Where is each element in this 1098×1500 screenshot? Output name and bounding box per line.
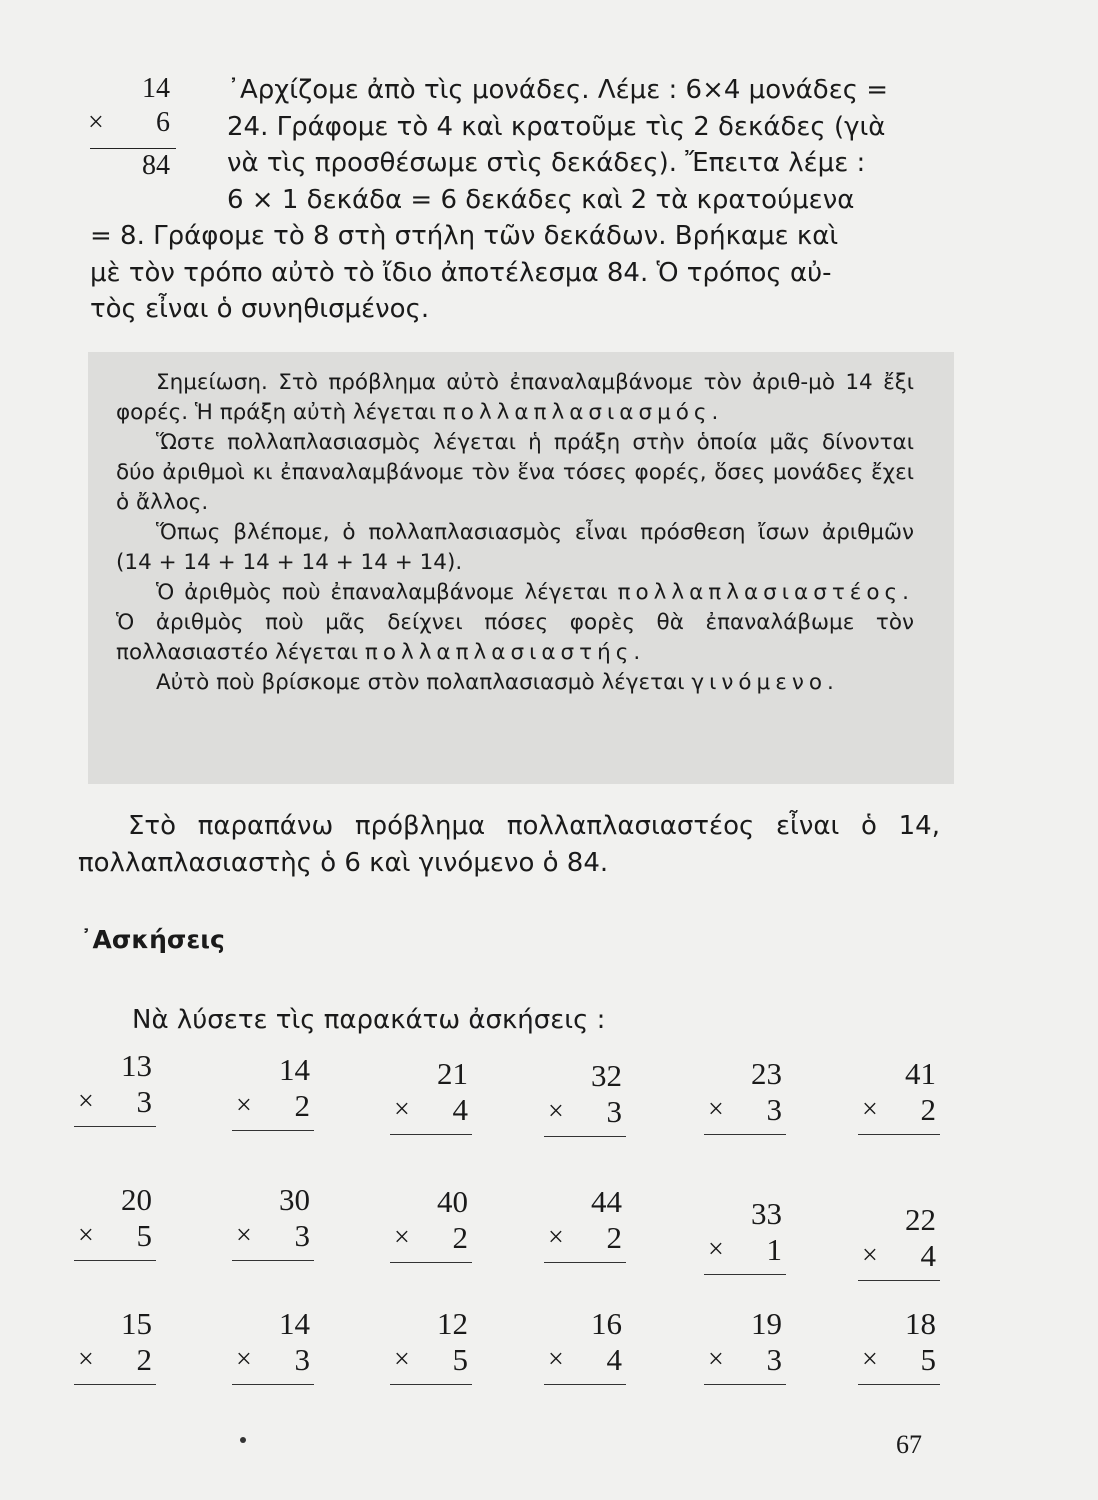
times-sign: ×	[708, 1344, 724, 1375]
exercise-multiplier: 3	[766, 1092, 782, 1127]
exercise-multiplier-row	[232, 1342, 314, 1378]
exercise-problem	[858, 1056, 940, 1135]
exercise-problem	[544, 1184, 626, 1263]
answer-line	[704, 1134, 786, 1135]
answer-line	[544, 1136, 626, 1137]
note-text-span: Ὁ ἀριθμὸς ποὺ ἐπαναλαμβάνομε λέγεται	[156, 580, 618, 605]
times-sign: ×	[394, 1344, 410, 1375]
exercise-multiplier-row	[858, 1238, 940, 1274]
note-text-span: Σημείωση. Στὸ πρόβλημα αὐτὸ ἐπαναλαμβάνομε τὸν ἀριθ-μὸ 14 ἔξι φορές. Ἡ πράξη αὐτὴ λέγεται	[116, 370, 914, 425]
answer-line	[232, 1384, 314, 1385]
exercise-multiplier: 5	[136, 1218, 152, 1253]
exercise-multiplier-row	[704, 1232, 786, 1268]
product: 84	[142, 150, 170, 181]
exercise-problem	[232, 1182, 314, 1261]
exercise-problem	[544, 1306, 626, 1385]
answer-line	[390, 1262, 472, 1263]
exercise-multiplier-row	[232, 1088, 314, 1124]
note-paragraph: Ὅπως βλέπομε, ὁ πολλαπλασιασμὸς εἶναι πρόσθεση ἴσων ἀριθμῶν (14 + 14 + 14 + 14 + 14 + 14).	[116, 520, 914, 575]
exercise-multiplier: 2	[136, 1342, 152, 1377]
exercise-multiplier-row	[858, 1092, 940, 1128]
intro-line: νὰ τὶς προσθέσωμε στὶς δεκάδες). Ἔπειτα λέμε :	[227, 148, 866, 178]
exercise-problem	[704, 1056, 786, 1135]
intro-line: 24. Γράφομε τὸ 4 καὶ κρατοῦμε τὶς 2 δεκάδες (γιὰ	[227, 111, 886, 142]
exercise-problem	[232, 1306, 314, 1385]
exercise-multiplicand: 18	[905, 1306, 936, 1341]
exercise-multiplicand: 20	[121, 1182, 152, 1217]
exercise-multiplier: 2	[294, 1088, 310, 1123]
times-sign: ×	[78, 1344, 94, 1375]
exercise-multiplier: 5	[452, 1342, 468, 1377]
exercises-instruction: Νὰ λύσετε τὶς παρακάτω ἀσκήσεις :	[132, 1005, 606, 1035]
exercise-multiplier: 3	[766, 1342, 782, 1377]
note-paragraph	[116, 368, 914, 428]
exercise-multiplier: 5	[920, 1342, 936, 1377]
answer-line	[232, 1130, 314, 1131]
times-sign: ×	[548, 1344, 564, 1375]
page-number: 67	[896, 1430, 922, 1459]
exercise-multiplier-row	[704, 1092, 786, 1128]
times-sign: ×	[862, 1240, 878, 1271]
exercise-multiplier-row	[544, 1220, 626, 1256]
exercise-multiplicand: 19	[751, 1306, 782, 1341]
note-paragraph	[116, 668, 914, 698]
exercise-problem	[858, 1202, 940, 1281]
exercise-multiplier-row	[232, 1218, 314, 1254]
answer-line	[858, 1134, 940, 1135]
intro-line: 6 × 1 δεκάδα = 6 δεκάδες καὶ 2 τὰ κρατούμενα	[227, 184, 855, 215]
answer-line	[390, 1384, 472, 1385]
exercise-multiplier-row	[544, 1342, 626, 1378]
exercises-heading: ᾿Ασκήσεις	[80, 925, 225, 954]
term-multiplication: πολλαπλασιασμός.	[442, 400, 724, 425]
term-multiplicand: πολλαπλασιαστέος.	[617, 580, 914, 605]
exercise-multiplier: 2	[920, 1092, 936, 1127]
exercise-multiplier-row	[704, 1342, 786, 1378]
term-multiplier: πολλαπλασιαστής.	[364, 640, 646, 665]
exercise-problem	[232, 1052, 314, 1131]
exercise-multiplier: 4	[452, 1092, 468, 1127]
exercise-multiplicand: 30	[279, 1182, 310, 1217]
exercise-problem	[74, 1048, 156, 1127]
intro-line: τὸς εἶναι ὁ συνηθισμένος.	[90, 294, 430, 324]
answer-line	[544, 1262, 626, 1263]
answer-line	[232, 1260, 314, 1261]
exercise-problem	[390, 1306, 472, 1385]
exercise-multiplier: 4	[920, 1238, 936, 1273]
note-text-span: Ὁ ἀριθμὸς ποὺ μᾶς δείχνει πόσες φορὲς θὰ ἐπαναλάβωμε τὸν πολλασιαστέο λέγεται	[116, 610, 914, 665]
times-sign: ×	[394, 1222, 410, 1253]
exercise-multiplier: 1	[766, 1232, 782, 1267]
times-sign: ×	[708, 1094, 724, 1125]
answer-line	[74, 1384, 156, 1385]
times-sign: ×	[548, 1096, 564, 1127]
exercise-multiplier: 3	[294, 1218, 310, 1253]
exercise-multiplicand: 12	[437, 1306, 468, 1341]
exercise-multiplier-row	[544, 1094, 626, 1130]
exercise-multiplicand: 44	[591, 1184, 622, 1219]
times-sign: ×	[236, 1220, 252, 1251]
exercise-multiplier-row	[390, 1220, 472, 1256]
exercise-multiplicand: 33	[751, 1196, 782, 1231]
exercise-problem	[390, 1184, 472, 1263]
exercise-problem	[390, 1056, 472, 1135]
times-sign: ×	[862, 1344, 878, 1375]
times-sign: ×	[548, 1222, 564, 1253]
exercise-problem	[704, 1306, 786, 1385]
answer-line	[390, 1134, 472, 1135]
times-sign: ×	[394, 1094, 410, 1125]
conclusion-paragraph: Στὸ παραπάνω πρόβλημα πολλαπλασιαστέος εἶναι ὁ 14, πολλαπλασιαστὴς ὁ 6 καὶ γινόμενο ὁ 84.	[78, 811, 940, 878]
note-paragraph	[116, 578, 914, 668]
exercise-multiplicand: 13	[121, 1048, 152, 1083]
note-paragraph: Ὥστε πολλαπλασιασμὸς λέγεται ἡ πράξη στὴν ὁποία μᾶς δίνονται δύο ἀριθμοὶ κι ἐπαναλαμβάνομε τὸν ἕνα τόσες φορές, ὅσες μονάδες ἔχει ὁ ἄλλος.	[116, 430, 914, 515]
term-product: γινόμενο.	[691, 670, 839, 695]
multiplier: 6	[156, 107, 170, 138]
exercise-multiplier: 2	[606, 1220, 622, 1255]
answer-line	[74, 1126, 156, 1127]
times-sign: ×	[88, 107, 104, 138]
exercise-multiplier: 3	[606, 1094, 622, 1129]
multiplicand: 14	[142, 73, 170, 104]
exercise-multiplicand: 16	[591, 1306, 622, 1341]
answer-line	[74, 1260, 156, 1261]
times-sign: ×	[78, 1086, 94, 1117]
exercise-multiplicand: 23	[751, 1056, 782, 1091]
times-sign: ×	[862, 1094, 878, 1125]
times-sign: ×	[236, 1344, 252, 1375]
intro-text	[90, 72, 950, 328]
exercise-multiplier-row	[390, 1342, 472, 1378]
exercise-multiplicand: 41	[905, 1056, 936, 1091]
exercise-multiplier: 4	[606, 1342, 622, 1377]
exercise-problem	[858, 1306, 940, 1385]
exercise-problem	[74, 1306, 156, 1385]
note-text	[116, 368, 914, 698]
answer-line	[704, 1384, 786, 1385]
answer-line	[858, 1384, 940, 1385]
exercise-multiplier: 3	[294, 1342, 310, 1377]
exercise-multiplicand: 32	[591, 1058, 622, 1093]
exercise-multiplier-row	[74, 1342, 156, 1378]
exercise-problem	[544, 1058, 626, 1137]
intro-line: = 8. Γράφομε τὸ 8 στὴ στήλη τῶν δεκάδων. Βρήκαμε καὶ	[90, 221, 839, 251]
exercise-problem	[74, 1182, 156, 1261]
times-sign: ×	[236, 1090, 252, 1121]
intro-line: μὲ τὸν τρόπο αὐτὸ τὸ ἴδιο ἀποτέλεσμα 84. Ὁ τρόπος αὐ-	[90, 257, 832, 288]
times-sign: ×	[78, 1220, 94, 1251]
exercise-multiplier-row	[858, 1342, 940, 1378]
exercise-multiplicand: 40	[437, 1184, 468, 1219]
ink-dot	[240, 1437, 246, 1443]
exercise-multiplier-row	[390, 1092, 472, 1128]
exercise-multiplicand: 22	[905, 1202, 936, 1237]
conclusion-text	[78, 808, 940, 882]
exercise-problem	[704, 1196, 786, 1275]
exercise-multiplier: 2	[452, 1220, 468, 1255]
answer-line	[704, 1274, 786, 1275]
exercise-multiplicand: 14	[279, 1052, 310, 1087]
answer-line	[544, 1384, 626, 1385]
exercise-multiplicand: 21	[437, 1056, 468, 1091]
exercise-multiplicand: 15	[121, 1306, 152, 1341]
times-sign: ×	[708, 1234, 724, 1265]
note-text-span: Αὐτὸ ποὺ βρίσκομε στὸν πολαπλασιασμὸ λέγεται	[156, 670, 692, 695]
exercise-multiplier-row	[74, 1218, 156, 1254]
answer-line	[858, 1280, 940, 1281]
exercise-multiplier-row	[74, 1084, 156, 1120]
exercise-multiplier: 3	[136, 1084, 152, 1119]
exercise-multiplicand: 14	[279, 1306, 310, 1341]
intro-line: ᾿Αρχίζομε ἀπὸ τὶς μονάδες. Λέμε : 6×4 μονάδες =	[227, 75, 889, 105]
